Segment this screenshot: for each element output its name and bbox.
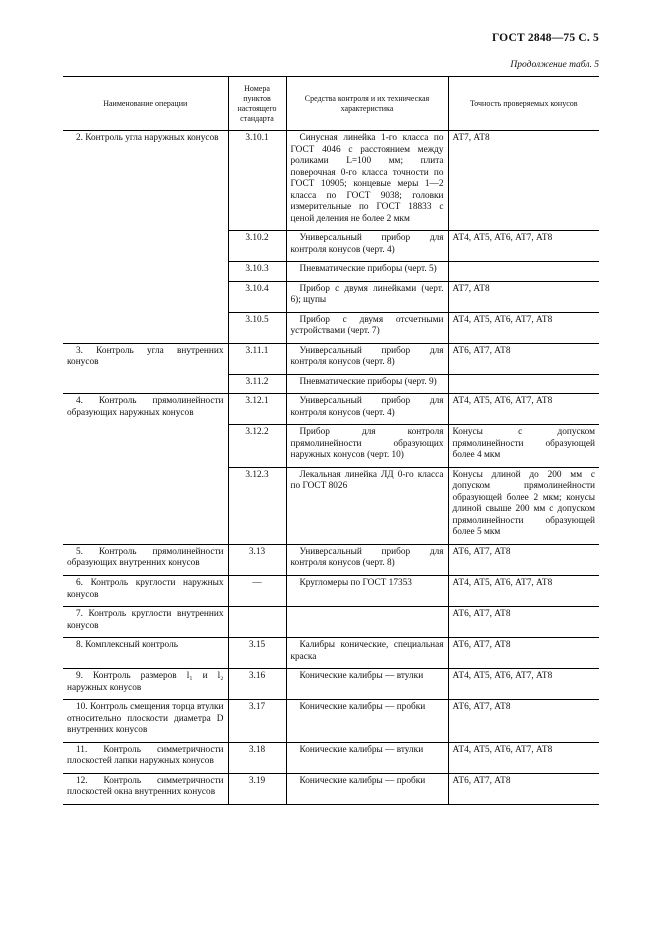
control-means-cell: Прибор с двумя отсчетными устройствами (черт. 7): [286, 312, 448, 343]
clause-number-cell: [228, 607, 286, 638]
control-means-cell: Кругломеры по ГОСТ 17353: [286, 575, 448, 606]
col-header-clause-number: Номера пунктов настоящего стандарта: [228, 77, 286, 131]
clause-number-cell: —: [228, 575, 286, 606]
accuracy-cell: АТ6, АТ7, АТ8: [448, 607, 599, 638]
clause-number-cell: 3.11.2: [228, 374, 286, 394]
operation-cell: 12. Контроль симметричности плоскостей окна внутренних конусов: [63, 773, 228, 804]
control-means-cell: Конические калибры — втулки: [286, 669, 448, 700]
control-means-cell: [286, 607, 448, 638]
accuracy-cell: АТ6, АТ7, АТ8: [448, 773, 599, 804]
control-means-cell: Универсальный прибор для контроля конусов (черт. 4): [286, 394, 448, 425]
accuracy-cell: АТ7, АТ8: [448, 281, 599, 312]
operation-cell: 3. Контроль угла внутренних конусов: [63, 343, 228, 394]
accuracy-cell: АТ6, АТ7, АТ8: [448, 638, 599, 669]
control-means-cell: Конические калибры — пробки: [286, 773, 448, 804]
control-means-cell: Лекальная линейка ЛД 0-го класса по ГОСТ 8026: [286, 467, 448, 544]
accuracy-cell: АТ6, АТ7, АТ8: [448, 343, 599, 374]
control-operations-table: [63, 76, 599, 805]
table-row: [63, 700, 599, 743]
col-header-control-means: Средства контроля и их техническая характеристика: [286, 77, 448, 131]
control-means-cell: Универсальный прибор для контроля конусов (черт. 8): [286, 544, 448, 575]
clause-number-cell: 3.13: [228, 544, 286, 575]
clause-number-cell: 3.19: [228, 773, 286, 804]
clause-number-cell: 3.12.3: [228, 467, 286, 544]
table-row: [63, 742, 599, 773]
clause-number-cell: 3.10.5: [228, 312, 286, 343]
control-means-cell: Пневматические приборы (черт. 5): [286, 262, 448, 282]
operation-cell: 9. Контроль размеров l₁ и l₂ наружных конусов: [63, 669, 228, 700]
table-row: [63, 131, 599, 231]
operation-cell: 10. Контроль смещения торца втулки относительно плоскости диаметра D внутренних конусов: [63, 700, 228, 743]
operation-cell: 11. Контроль симметричности плоскостей лапки наружных конусов: [63, 742, 228, 773]
control-means-cell: Синусная линейка 1-го класса по ГОСТ 4046 с расстоянием между роликами L=100 мм; плита поверочная 0-го класса точности по ГОСТ 10905; концевые меры 1—2 класса по ГОСТ 9038; головки измерительные по ГОСТ 18833 с ценой деления не более 2 мкм: [286, 131, 448, 231]
control-means-cell: Прибор с двумя линейками (черт. 6); щупы: [286, 281, 448, 312]
operation-cell: 8. Комплексный контроль: [63, 638, 228, 669]
accuracy-cell: АТ4, АТ5, АТ6, АТ7, АТ8: [448, 575, 599, 606]
accuracy-cell: АТ4, АТ5, АТ6, АТ7, АТ8: [448, 742, 599, 773]
table-row: [63, 544, 599, 575]
accuracy-cell: [448, 262, 599, 282]
accuracy-cell: АТ4, АТ5, АТ6, АТ7, АТ8: [448, 312, 599, 343]
operation-cell: 2. Контроль угла наружных конусов: [63, 131, 228, 344]
clause-number-cell: 3.10.4: [228, 281, 286, 312]
operation-cell: 7. Контроль круглости внутренних конусов: [63, 607, 228, 638]
clause-number-cell: 3.10.3: [228, 262, 286, 282]
accuracy-cell: [448, 374, 599, 394]
accuracy-cell: АТ7, АТ8: [448, 131, 599, 231]
table-row: [63, 575, 599, 606]
clause-number-cell: 3.18: [228, 742, 286, 773]
table-row: [63, 394, 599, 425]
operation-cell: 5. Контроль прямолинейности образующих внутренних конусов: [63, 544, 228, 575]
operation-cell: 6. Контроль круглости наружных конусов: [63, 575, 228, 606]
control-means-cell: Конические калибры — втулки: [286, 742, 448, 773]
col-header-operation: Наименование операции: [63, 77, 228, 131]
col-header-accuracy: Точность проверяемых конусов: [448, 77, 599, 131]
gost-standard-header: ГОСТ 2848—75 С. 5: [491, 32, 599, 44]
control-means-cell: Калибры конические, специальная краска: [286, 638, 448, 669]
clause-number-cell: 3.15: [228, 638, 286, 669]
table-continuation-caption: Продолжение табл. 5: [510, 60, 599, 70]
accuracy-cell: АТ6, АТ7, АТ8: [448, 544, 599, 575]
clause-number-cell: 3.16: [228, 669, 286, 700]
operation-cell: 4. Контроль прямолинейности образующих наружных конусов: [63, 394, 228, 545]
accuracy-cell: Конусы длиной до 200 мм с допуском прямолинейности образующей более 2 мкм; конусы длиной свыше 200 мм с допуском прямолинейности образующей более 5 мкм: [448, 467, 599, 544]
control-means-cell: Универсальный прибор для контроля конусов (черт. 4): [286, 231, 448, 262]
accuracy-cell: АТ6, АТ7, АТ8: [448, 700, 599, 743]
table-row: [63, 638, 599, 669]
accuracy-cell: Конусы с допуском прямолинейности образующей более 4 мкм: [448, 425, 599, 468]
table-row: [63, 773, 599, 804]
clause-number-cell: 3.17: [228, 700, 286, 743]
table-row: [63, 607, 599, 638]
table-row: [63, 669, 599, 700]
clause-number-cell: 3.12.1: [228, 394, 286, 425]
control-means-cell: Универсальный прибор для контроля конусов (черт. 8): [286, 343, 448, 374]
accuracy-cell: АТ4, АТ5, АТ6, АТ7, АТ8: [448, 231, 599, 262]
table-header-row: [63, 77, 599, 131]
control-means-cell: Пневматические приборы (черт. 9): [286, 374, 448, 394]
clause-number-cell: 3.11.1: [228, 343, 286, 374]
control-means-cell: Конические калибры — пробки: [286, 700, 448, 743]
clause-number-cell: 3.10.1: [228, 131, 286, 231]
table-row: [63, 343, 599, 374]
clause-number-cell: 3.10.2: [228, 231, 286, 262]
clause-number-cell: 3.12.2: [228, 425, 286, 468]
control-means-cell: Прибор для контроля прямолинейности образующих наружных конусов (черт. 10): [286, 425, 448, 468]
accuracy-cell: АТ4, АТ5, АТ6, АТ7, АТ8: [448, 669, 599, 700]
accuracy-cell: АТ4, АТ5, АТ6, АТ7, АТ8: [448, 394, 599, 425]
